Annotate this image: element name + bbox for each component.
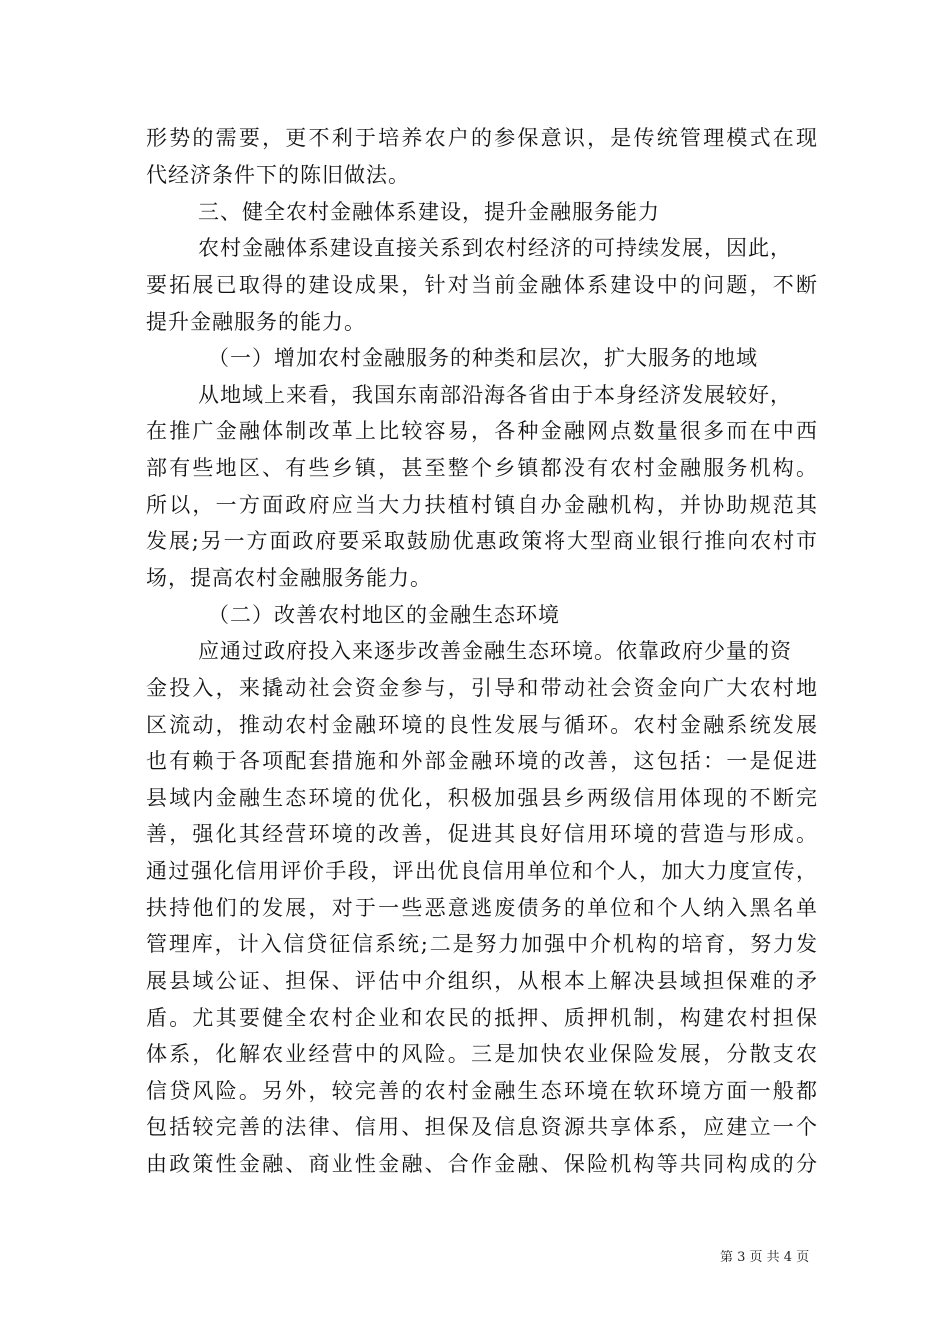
paragraph-line: 金投入，来撬动社会资金参与，引导和带动社会资金向广大农村地 — [146, 676, 818, 700]
subsection-heading: （一）增加农村金融服务的种类和层次，扩大服务的地域 — [208, 346, 758, 370]
paragraph-line: 应通过政府投入来逐步改善金融生态环境。依靠政府少量的资 — [198, 639, 792, 663]
paragraph-line: 体系，化解农业经营中的风险。三是加快农业保险发展，分散支农 — [146, 1042, 818, 1066]
paragraph-line: 扶持他们的发展，对于一些恶意逃废债务的单位和个人纳入黑名单 — [146, 896, 818, 920]
paragraph-line: 善，强化其经营环境的改善，促进其良好信用环境的营造与形成。 — [146, 822, 818, 846]
paragraph-line: 区流动，推动农村金融环境的良性发展与循环。农村金融系统发展 — [146, 713, 818, 737]
paragraph-line: 也有赖于各项配套措施和外部金融环境的改善，这包括：一是促进 — [146, 749, 818, 773]
paragraph-line: 通过强化信用评价手段，评出优良信用单位和个人，加大力度宣传， — [146, 859, 818, 883]
paragraph-line: 代经济条件下的陈旧做法。 — [146, 163, 410, 187]
paragraph-line: 管理库，计入信贷征信系统;二是努力加强中介机构的培育，努力发 — [146, 932, 818, 956]
paragraph-line: 包括较完善的法律、信用、担保及信息资源共享体系，应建立一个 — [146, 1115, 818, 1139]
paragraph-line: 要拓展已取得的建设成果，针对当前金融体系建设中的问题，不断 — [146, 273, 818, 297]
subsection-heading: （二）改善农村地区的金融生态环境 — [208, 603, 560, 627]
paragraph-line: 由政策性金融、商业性金融、合作金融、保险机构等共同构成的分 — [146, 1152, 818, 1176]
paragraph-line: 县域内金融生态环境的优化，积极加强县乡两级信用体现的不断完 — [146, 786, 818, 810]
paragraph-line: 从地域上来看，我国东南部沿海各省由于本身经济发展较好， — [198, 383, 792, 407]
paragraph-line: 农村金融体系建设直接关系到农村经济的可持续发展，因此， — [198, 236, 792, 260]
paragraph-line: 场，提高农村金融服务能力。 — [146, 566, 432, 590]
paragraph-line: 提升金融服务的能力。 — [146, 310, 366, 334]
section-heading: 三、健全农村金融体系建设，提升金融服务能力 — [198, 200, 660, 224]
paragraph-line: 所以，一方面政府应当大力扶植村镇自办金融机构，并协助规范其 — [146, 493, 818, 517]
page-number: 第 3 页 共 4 页 — [720, 1250, 810, 1265]
paragraph-line: 部有些地区、有些乡镇，甚至整个乡镇都没有农村金融服务机构。 — [146, 456, 818, 480]
paragraph-line: 信贷风险。另外，较完善的农村金融生态环境在软环境方面一般都 — [146, 1079, 818, 1103]
paragraph-line: 盾。尤其要健全农村企业和农民的抵押、质押机制，构建农村担保 — [146, 1006, 818, 1030]
paragraph-line: 发展;另一方面政府要采取鼓励优惠政策将大型商业银行推向农村市 — [146, 529, 818, 553]
paragraph-line: 展县域公证、担保、评估中介组织，从根本上解决县域担保难的矛 — [146, 969, 818, 993]
paragraph-line: 在推广金融体制改革上比较容易，各种金融网点数量很多而在中西 — [146, 419, 818, 443]
paragraph-line: 形势的需要，更不利于培养农户的参保意识，是传统管理模式在现 — [146, 126, 818, 150]
